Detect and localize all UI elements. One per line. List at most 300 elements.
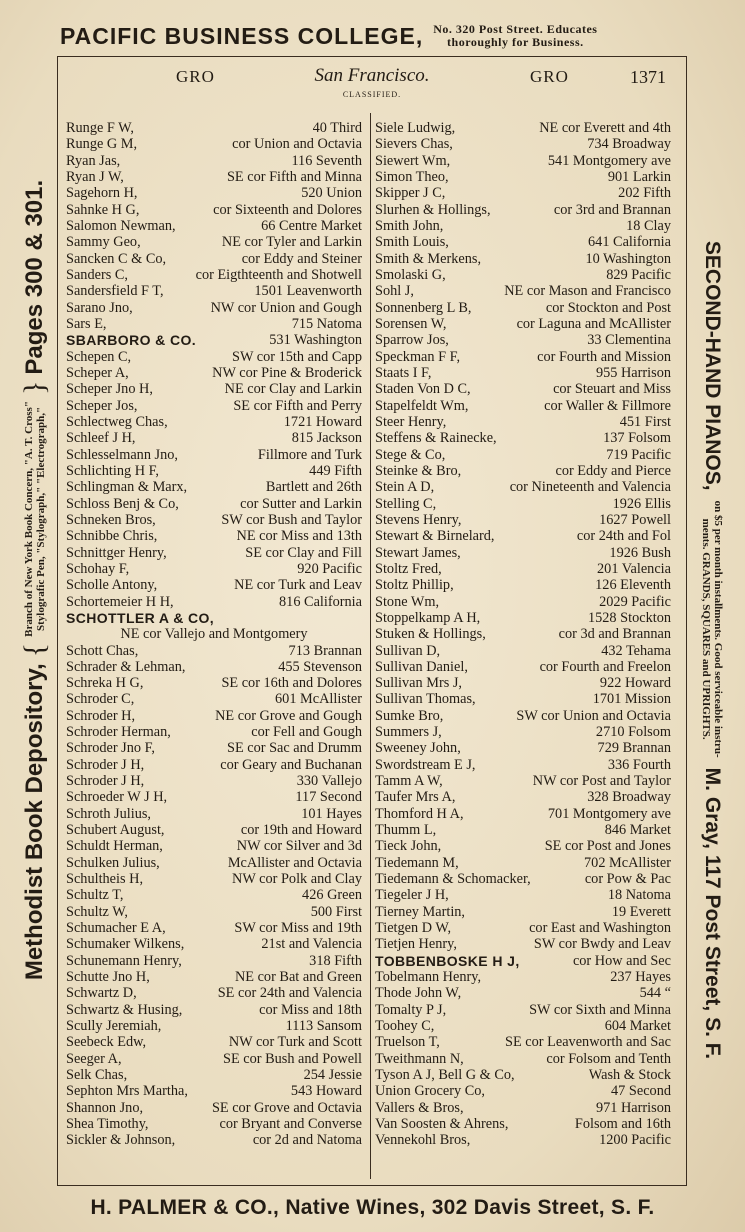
listing-entry <box>66 365 362 381</box>
listing-address: 920 Pacific <box>297 560 362 577</box>
listing-entry <box>66 920 362 936</box>
listing-name: Stapelfeldt Wm, <box>375 397 469 414</box>
listing-address: 336 Fourth <box>607 756 671 773</box>
listing-entry <box>66 267 362 283</box>
listing-entry <box>66 594 362 610</box>
listing-name: Sandersfield F T, <box>66 283 164 300</box>
listing-address: 922 Howard <box>599 675 671 692</box>
listing-entry <box>375 447 671 463</box>
listing-address: SW cor Bush and Taylor <box>221 511 362 528</box>
listing-entry <box>375 724 671 740</box>
listing-address: 815 Jackson <box>291 430 362 447</box>
listing-name: Schultz T, <box>66 887 124 904</box>
listing-name: Stoltz Phillip, <box>375 577 454 594</box>
listing-address: 1926 Bush <box>609 544 671 561</box>
listing-name: Schutte Jno H, <box>66 969 150 986</box>
listing-address: 955 Harrison <box>595 364 671 381</box>
listing-entry <box>66 887 362 903</box>
listing-entry <box>375 136 671 152</box>
bottom-advertisement: H. PALMER & CO., Native Wines, 302 Davis Street, S. F. <box>90 1196 655 1219</box>
listing-address: cor Sixteenth and Dolores <box>213 201 362 218</box>
listing-address: 10 Washington <box>585 250 671 267</box>
listing-address: 1721 Howard <box>283 413 362 430</box>
listing-address: 604 Market <box>604 1018 671 1035</box>
listing-name: Schroder C, <box>66 691 135 708</box>
column-divider <box>370 113 371 1179</box>
listing-address: McAllister and Octavia <box>227 854 362 871</box>
top-ad-line1: No. 320 Post Street. Educates <box>433 22 598 36</box>
listing-address: 101 Hayes <box>301 805 362 822</box>
listing-address: SW cor Union and Octavia <box>516 707 671 724</box>
left-ad-title: Methodist Book Depository, <box>21 663 48 981</box>
listing-entry <box>66 985 362 1001</box>
listing-name: Schortemeier H H, <box>66 593 174 610</box>
listing-address: NE cor Turk and Leav <box>234 577 362 594</box>
listing-name: Tietjen Henry, <box>375 936 457 953</box>
listing-entry <box>375 659 671 675</box>
listing-name: Stege & Co, <box>375 446 446 463</box>
listing-entry <box>66 855 362 871</box>
listing-address: SE cor 24th and Valencia <box>217 985 362 1002</box>
listing-entry <box>66 724 362 740</box>
listing-address: 1701 Mission <box>592 691 671 708</box>
page-number: 1371 <box>630 67 666 87</box>
listing-name: Stevens Henry, <box>375 511 462 528</box>
header-city: San Francisco. <box>314 65 430 86</box>
listing-entry <box>66 577 362 593</box>
listing-address: cor Pow & Pac <box>584 871 671 888</box>
listing-entry <box>66 610 362 626</box>
top-advertisement <box>60 18 690 54</box>
listing-name: Simon Theo, <box>375 168 449 185</box>
listing-name: Schreka H G, <box>66 675 144 692</box>
listing-address: NE cor Everett and 4th <box>539 120 671 136</box>
listing-name: Ryan J W, <box>66 168 124 185</box>
listing-address: cor 3rd and Brannan <box>553 201 671 218</box>
listing-name: Sullivan Thomas, <box>375 691 476 708</box>
listing-entry <box>375 316 671 332</box>
listing-entry <box>375 349 671 365</box>
listing-address: 2710 Folsom <box>595 724 671 741</box>
right-ad-title: SECOND-HAND PIANOS, <box>701 240 724 491</box>
listing-name: Tieck John, <box>375 838 442 855</box>
listing-address: SE cor Sac and Drumm <box>227 740 362 757</box>
listing-entry <box>66 1132 362 1148</box>
listing-entry <box>375 332 671 348</box>
listing-entry <box>375 985 671 1001</box>
listing-entry <box>375 545 671 561</box>
listing-name: Sorensen W, <box>375 315 447 332</box>
listing-name: Tiedemann M, <box>375 854 459 871</box>
top-ad-line2: thoroughly for Business. <box>447 35 584 49</box>
listing-entry <box>375 969 671 985</box>
listing-entry <box>375 120 671 136</box>
listing-address: 237 Hayes <box>610 969 671 986</box>
listing-name: Schrader & Lehman, <box>66 658 186 675</box>
listing-entry <box>375 479 671 495</box>
right-ad-tail: M. Gray, 117 Post Street, S. F. <box>701 767 724 1060</box>
listing-address: cor Nineteenth and Valencia <box>509 479 671 496</box>
listing-address: 328 Broadway <box>587 789 671 806</box>
listing-entry <box>375 1132 671 1148</box>
listing-name: Seeger A, <box>66 1050 122 1067</box>
listing-address: 318 Fifth <box>309 952 362 969</box>
listing-address: cor 3d and Brannan <box>558 626 671 643</box>
listing-name: Sonnenberg L B, <box>375 299 472 316</box>
listing-address: 202 Fifth <box>618 185 671 202</box>
listing-name: Schroeder W J H, <box>66 789 168 806</box>
listing-name: Sars E, <box>66 315 107 332</box>
listing-address: cor Eddy and Steiner <box>241 250 362 267</box>
listing-name: Sohl J, <box>375 283 414 300</box>
listing-address: NE cor Bat and Green <box>234 969 362 986</box>
listing-address: NE cor Clay and Larkin <box>224 381 362 398</box>
listing-entry <box>66 414 362 430</box>
listing-entry <box>375 822 671 838</box>
listing-address: SW cor 15th and Capp <box>232 348 362 365</box>
listing-entry <box>66 561 362 577</box>
left-listing-column <box>66 120 362 1149</box>
listing-name: Staats I F, <box>375 364 432 381</box>
header-subhead: CLASSIFIED. <box>342 90 402 99</box>
listing-name: Schunemann Henry, <box>66 952 182 969</box>
listing-name: Slurhen & Hollings, <box>375 201 491 218</box>
listing-entry <box>66 904 362 920</box>
listing-entry <box>66 936 362 952</box>
listing-name: Steinke & Bro, <box>375 462 462 479</box>
listing-address: 1501 Leavenworth <box>254 283 362 300</box>
left-ad-small-line2: Stylografic Pen, "Stylograph," "Electrograph," <box>35 406 47 631</box>
listing-entry <box>375 512 671 528</box>
listing-name: Schroder H, <box>66 707 136 724</box>
listing-name: Summers J, <box>375 724 442 741</box>
listing-entry <box>375 838 671 854</box>
listing-address: cor Stockton and Post <box>545 299 671 316</box>
listing-address: NE cor Grove and Gough <box>215 707 362 724</box>
listing-entry <box>66 1116 362 1132</box>
listing-address: NW cor Union and Gough <box>210 299 362 316</box>
listing-entry <box>66 757 362 773</box>
listing-name: Schlesselmann Jno, <box>66 446 178 463</box>
listing-address: cor 24th and Fol <box>576 528 671 545</box>
listing-name: Tobelmann Henry, <box>375 969 482 986</box>
listing-entry <box>66 1018 362 1034</box>
listing-name: Thomford H A, <box>375 805 464 822</box>
listing-entry <box>66 1002 362 1018</box>
listing-entry <box>375 1100 671 1116</box>
listing-address: 18 Natoma <box>607 887 671 904</box>
listing-address: cor 2d and Natoma <box>252 1132 362 1149</box>
listing-address: NE cor Mason and Francisco <box>504 283 671 300</box>
listing-name: Smith John, <box>375 217 444 234</box>
listing-name: Stelling C, <box>375 495 437 512</box>
listing-entry <box>66 1083 362 1099</box>
listing-entry <box>375 610 671 626</box>
listing-name: Smith & Merkens, <box>375 250 482 267</box>
listing-address: NE cor Miss and 13th <box>236 528 362 545</box>
listing-address: SW cor Bwdy and Leav <box>533 936 671 953</box>
listing-address: cor Waller & Fillmore <box>544 397 671 414</box>
listing-address: cor 19th and Howard <box>240 822 362 839</box>
listing-name: Schlingman & Marx, <box>66 479 188 496</box>
listing-name: Sanders C, <box>66 266 128 283</box>
listing-name: Schnittger Henry, <box>66 544 167 561</box>
listing-name: Union Grocery Co, <box>375 1083 485 1100</box>
header-right-word: GRO <box>530 67 569 86</box>
listing-name: Smolaski G, <box>375 266 446 283</box>
listing-name: Truelson T, <box>375 1034 440 1051</box>
listing-name: Tiedemann & Schomacker, <box>375 871 531 888</box>
listing-entry <box>66 300 362 316</box>
listing-address: 1627 Powell <box>599 511 671 528</box>
listing-name: Scheper A, <box>66 364 129 381</box>
listing-address: NW cor Pine & Broderick <box>212 364 362 381</box>
listing-address: cor Laguna and McAllister <box>516 315 671 332</box>
listing-entry <box>375 414 671 430</box>
listing-entry <box>375 463 671 479</box>
listing-name: Vennekohl Bros, <box>375 1132 471 1149</box>
listing-entry <box>66 496 362 512</box>
listing-address: 330 Vallejo <box>296 773 362 790</box>
listing-address: 715 Natoma <box>291 315 362 332</box>
listing-address: 601 McAllister <box>275 691 362 708</box>
listing-name: Tomalty P J, <box>375 1001 447 1018</box>
listing-address: NW cor Post and Taylor <box>532 773 671 790</box>
listing-entry <box>66 202 362 218</box>
listing-entry <box>375 496 671 512</box>
listing-name: Sammy Geo, <box>66 234 141 251</box>
listing-entry <box>66 349 362 365</box>
header-left-word: GRO <box>176 67 215 86</box>
listing-name: Scheper Jno H, <box>66 381 153 398</box>
listing-address: SE cor Post and Jones <box>544 838 671 855</box>
listing-entry <box>375 1051 671 1067</box>
listing-entry <box>375 365 671 381</box>
listing-address: 449 Fifth <box>309 462 362 479</box>
listing-entry <box>66 316 362 332</box>
listing-address: 426 Green <box>302 887 362 904</box>
listing-address: cor Geary and Buchanan <box>220 756 362 773</box>
listing-name: Steffens & Rainecke, <box>375 430 497 447</box>
listing-entry <box>66 1067 362 1083</box>
listing-entry <box>375 855 671 871</box>
listing-name: Van Soosten & Ahrens, <box>375 1116 509 1133</box>
listing-name: Seebeck Edw, <box>66 1034 147 1051</box>
listing-entry <box>375 920 671 936</box>
listing-name: Schohay F, <box>66 560 130 577</box>
listing-name: SCHOTTLER A & CO, <box>66 609 215 626</box>
listing-name: Stewart James, <box>375 544 461 561</box>
listing-entry <box>66 447 362 463</box>
listing-name: Speckman F F, <box>375 348 461 365</box>
left-ad-pages: Pages 300 & 301. <box>21 179 48 375</box>
listing-entry <box>375 871 671 887</box>
listing-entry <box>375 1018 671 1034</box>
listing-name: Schneken Bros, <box>66 511 156 528</box>
listing-entry <box>66 953 362 969</box>
listing-name: Stuken & Hollings, <box>375 626 486 643</box>
listing-address: 713 Brannan <box>288 642 362 659</box>
listing-entry <box>375 789 671 805</box>
listing-name: Sephton Mrs Martha, <box>66 1083 188 1100</box>
listing-entry <box>375 708 671 724</box>
listing-address: 1528 Stockton <box>587 609 671 626</box>
listing-address: SW cor Sixth and Minna <box>529 1001 671 1018</box>
listing-name: Schlectweg Chas, <box>66 413 168 430</box>
listing-address: Bartlett and 26th <box>265 479 362 496</box>
listing-name: Scholle Antony, <box>66 577 158 594</box>
listing-entry <box>375 1083 671 1099</box>
listing-entry <box>375 561 671 577</box>
listing-name: Sullivan D, <box>375 642 441 659</box>
listing-name: Taufer Mrs A, <box>375 789 456 806</box>
listing-name: Staden Von D C, <box>375 381 471 398</box>
listing-address: 40 Third <box>312 120 362 136</box>
listing-address: 543 Howard <box>290 1083 362 1100</box>
listing-entry <box>375 936 671 952</box>
listing-entry <box>375 887 671 903</box>
listing-entry <box>375 381 671 397</box>
directory-page-frame <box>57 56 687 1186</box>
listing-name: Sancken C & Co, <box>66 250 167 267</box>
listing-address: cor Fell and Gough <box>251 724 362 741</box>
listing-address: Folsom and 16th <box>574 1116 671 1133</box>
listing-entry <box>66 218 362 234</box>
listing-name: Schroder J H, <box>66 773 145 790</box>
listing-name: Skipper J C, <box>375 185 446 202</box>
listing-name: Schwartz D, <box>66 985 137 1002</box>
listing-address: cor Steuart and Miss <box>553 381 671 398</box>
listing-name: TOBBENBOSKE H J, <box>375 952 520 969</box>
listing-name: Sagehorn H, <box>66 185 138 202</box>
listing-name: Schleef J H, <box>66 430 136 447</box>
listing-address: 455 Stevenson <box>278 658 362 675</box>
listing-name: Sarano Jno, <box>66 299 133 316</box>
listing-entry <box>66 969 362 985</box>
listing-entry <box>66 169 362 185</box>
listing-entry <box>66 430 362 446</box>
listing-entry <box>66 1100 362 1116</box>
listing-entry <box>66 626 362 642</box>
listing-address: NW cor Silver and 3d <box>236 838 362 855</box>
listing-name: Schroder Jno F, <box>66 740 155 757</box>
listing-address: cor Fourth and Freelon <box>539 658 671 675</box>
listing-entry <box>375 251 671 267</box>
left-ad-small-line1: Branch of New York Book Concern, "A. T. Cross" <box>23 401 35 637</box>
listing-entry <box>375 643 671 659</box>
listing-entry <box>66 545 362 561</box>
listing-name: Schubert August, <box>66 822 165 839</box>
listing-address: Fillmore and Turk <box>257 446 362 463</box>
listing-entry <box>66 332 362 348</box>
listing-entry <box>375 300 671 316</box>
listing-entry <box>375 218 671 234</box>
listing-address: 18 Clay <box>626 217 671 234</box>
listing-name: Schroder Herman, <box>66 724 171 741</box>
listing-name: Stoppelkamp A H, <box>375 609 481 626</box>
listing-name: Stewart & Birnelard, <box>375 528 495 545</box>
listing-name: Schumacher E A, <box>66 920 166 937</box>
listing-name: Schroder J H, <box>66 756 145 773</box>
listing-address: NW cor Turk and Scott <box>228 1034 362 1051</box>
listing-name: SBARBORO & CO. <box>66 332 197 349</box>
listing-entry <box>66 136 362 152</box>
listing-address: cor Bryant and Converse <box>219 1116 362 1133</box>
listing-address: 531 Washington <box>269 332 362 349</box>
listing-address: 734 Broadway <box>587 136 671 153</box>
left-ad-brace-open: { <box>18 642 51 658</box>
listing-address: SW cor Miss and 19th <box>234 920 362 937</box>
listing-address: cor Eddy and Pierce <box>555 462 671 479</box>
listing-address: SE cor Fifth and Minna <box>226 168 362 185</box>
listing-address: cor Sutter and Larkin <box>240 495 362 512</box>
listing-name: Schumaker Wilkens, <box>66 936 185 953</box>
listing-address: cor How and Sec <box>572 952 671 969</box>
listing-name: Tierney Martin, <box>375 903 466 920</box>
listing-entry <box>375 528 671 544</box>
listing-name: Sparrow Jos, <box>375 332 449 349</box>
listing-entry <box>66 643 362 659</box>
listing-name: Schroth Julius, <box>66 805 151 822</box>
listing-address: 500 First <box>310 903 362 920</box>
listing-entry <box>66 871 362 887</box>
listing-address: 1113 Sansom <box>285 1018 362 1035</box>
listing-address: SE cor 16th and Dolores <box>221 675 362 692</box>
listing-address: SE cor Bush and Powell <box>223 1050 362 1067</box>
listing-entry <box>66 512 362 528</box>
listing-name: Tietgen D W, <box>375 920 452 937</box>
listing-name: Stone Wm, <box>375 593 440 610</box>
listing-name: Sullivan Daniel, <box>375 658 468 675</box>
listing-name: Tiegeler J H, <box>375 887 449 904</box>
right-listing-column <box>375 120 671 1149</box>
listing-address: 701 Montgomery ave <box>547 805 671 822</box>
listing-name: Tamm A W, <box>375 773 443 790</box>
listing-entry <box>375 283 671 299</box>
listing-name: Shannon Jno, <box>66 1099 144 1116</box>
listing-address: cor Eigthteenth and Shotwell <box>195 266 362 283</box>
listing-address: 201 Valencia <box>597 560 671 577</box>
listing-address: 719 Pacific <box>606 446 671 463</box>
listing-address: 66 Centre Market <box>261 217 362 234</box>
listing-name: Sievers Chas, <box>375 136 453 153</box>
listing-name: Shea Timothy, <box>66 1116 149 1133</box>
listing-entry <box>375 577 671 593</box>
listing-entry <box>66 463 362 479</box>
left-ad-small-text <box>23 401 47 637</box>
listing-entry <box>375 267 671 283</box>
listing-name: Swordstream E J, <box>375 756 476 773</box>
listing-entry <box>375 953 671 969</box>
listing-name: Sahnke H G, <box>66 201 140 218</box>
listing-address: 117 Second <box>295 789 362 806</box>
listing-entry <box>375 169 671 185</box>
listing-entry <box>375 234 671 250</box>
listing-entry <box>66 283 362 299</box>
listing-entry <box>375 153 671 169</box>
top-ad-title: PACIFIC BUSINESS COLLEGE, <box>60 22 424 49</box>
listing-name: Schott Chas, <box>66 642 139 659</box>
listing-name: Scully Jeremiah, <box>66 1018 162 1035</box>
listing-address: 846 Market <box>604 822 671 839</box>
listing-entry <box>66 120 362 136</box>
listing-entry <box>66 773 362 789</box>
listing-entry <box>375 675 671 691</box>
listing-entry <box>375 1034 671 1050</box>
listing-entry <box>66 398 362 414</box>
listing-address: cor Folsom and Tenth <box>546 1050 671 1067</box>
listing-name: Schulken Julius, <box>66 854 160 871</box>
